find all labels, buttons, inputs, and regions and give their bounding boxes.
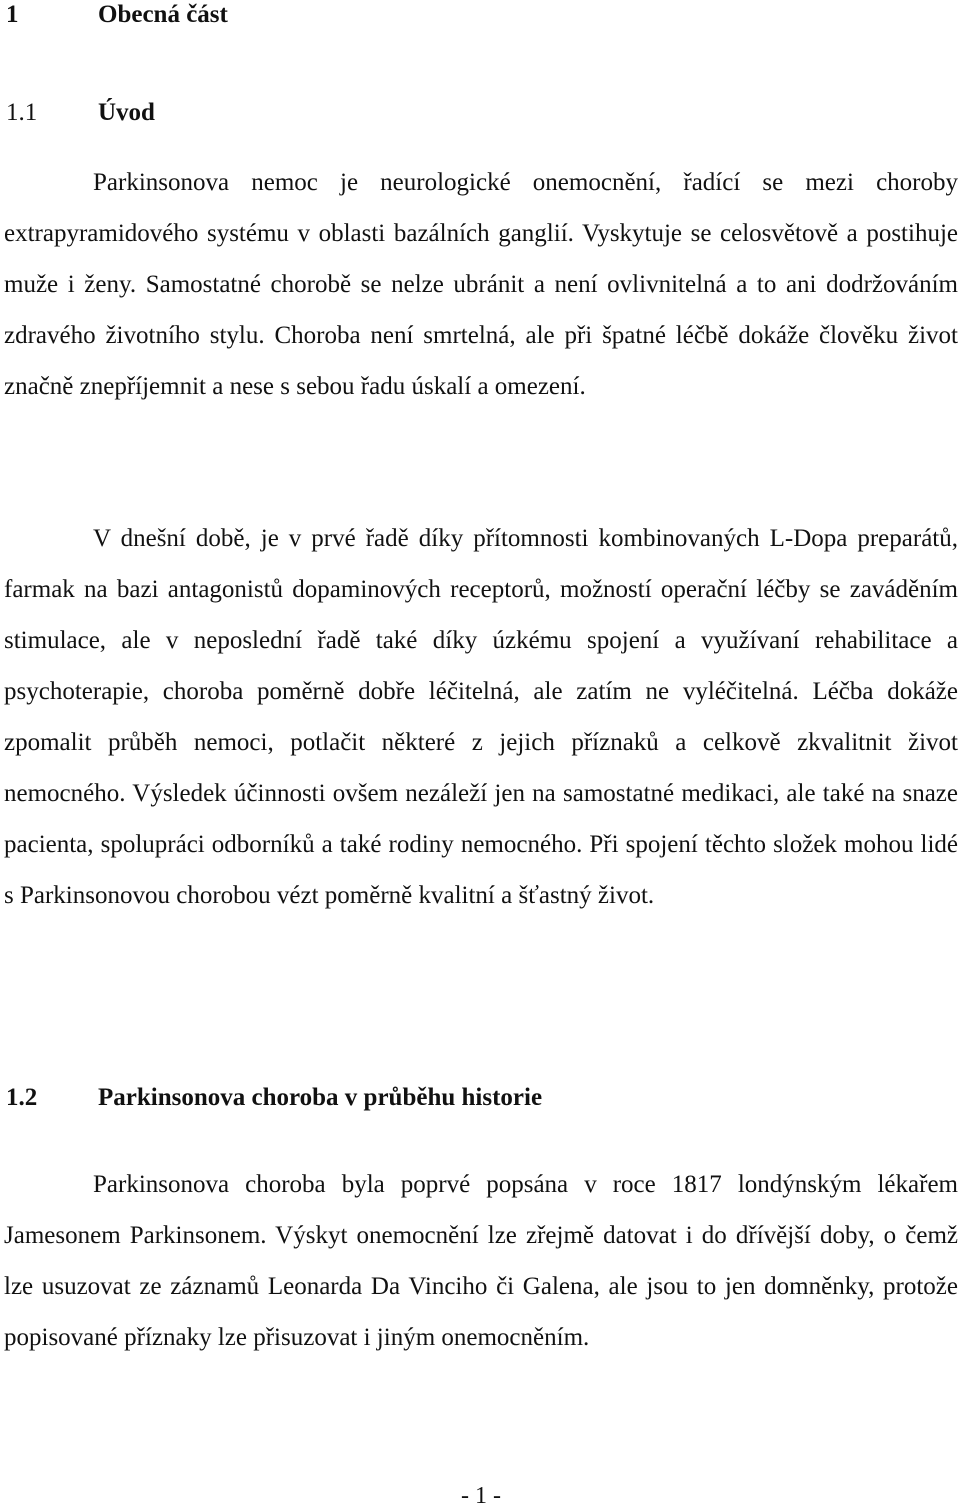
page-number: - 1 - (461, 1483, 501, 1509)
section-heading-history (6, 1083, 542, 1113)
chapter-title: Obecná část (98, 1, 228, 28)
chapter-heading (6, 0, 228, 30)
section-number: 1.1 (6, 99, 38, 126)
page-footer (0, 1482, 960, 1510)
section-title: Úvod (98, 99, 155, 126)
paragraph-intro: Parkinsonova nemoc je neurologické onemocnění, řadící se mezi choroby extrapyramidového systému v oblasti bazálních ganglií. Vyskytuje se celosvětově a postihuje muže i ženy. Samostatné chorobě se nelze ubránit a není ovlivnitelná a to ani dodržováním zdravého životního stylu. Choroba není smrtelná, ale při špatné léčbě dokáže člověku život značně znepříjemnit a nese s sebou řadu úskalí a omezení. (4, 169, 958, 400)
chapter-number: 1 (6, 1, 19, 28)
section-heading-intro (6, 98, 155, 128)
section-title: Parkinsonova choroba v průběhu historie (98, 1084, 543, 1111)
paragraph-treatment: V dnešní době, je v prvé řadě díky přítomnosti kombinovaných L-Dopa preparátů, farmak na bazi antagonistů dopaminových receptorů, možností operační léčby se zaváděním stimulace, ale v neposlední řadě také díky úzkému spojení a využívaní rehabilitace a psychoterapie, choroba poměrně dobře léčitelná, ale zatím ne vyléčitelná. Léčba dokáže zpomalit průběh nemoci, potlačit některé z jejich příznaků a celkově zkvalitnit život nemocného. Výsledek účinnosti ovšem nezáleží jen na samostatné medikaci, ale také na snaze pacienta, spolupráci odborníků a také rodiny nemocného. Při spojení těchto složek mohou lidé s Parkinsonovou chorobou vézt poměrně kvalitní a šťastný život. (4, 525, 958, 909)
section-number: 1.2 (6, 1084, 38, 1111)
paragraph-history: Parkinsonova choroba byla poprvé popsána v roce 1817 londýnským lékařem Jamesonem Parkinsonem. Výskyt onemocnění lze zřejmě datovat i do dřívější doby, o čemž lze usuzovat ze záznamů Leonarda Da Vinciho či Galena, ale jsou to jen domněnky, protože popisované příznaky lze přisuzovat i jiným onemocněním. (4, 1171, 958, 1351)
